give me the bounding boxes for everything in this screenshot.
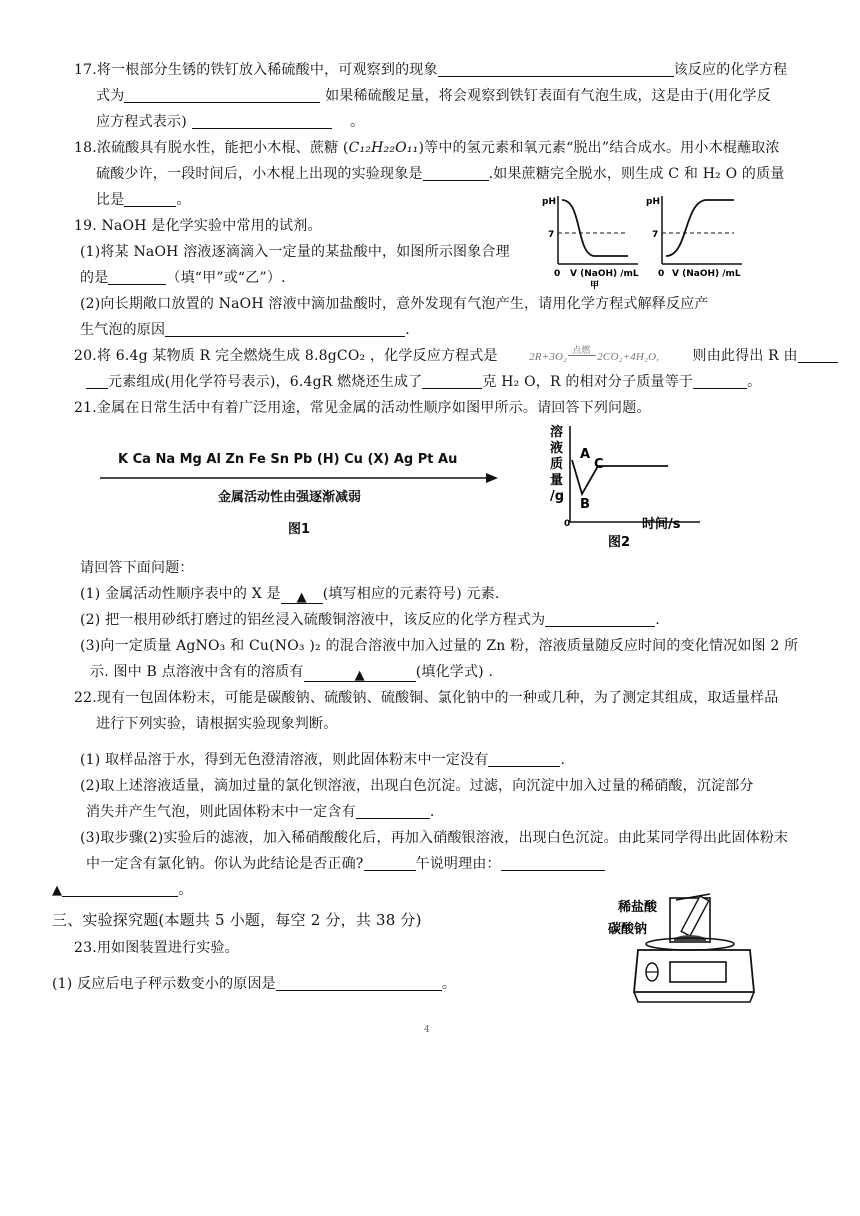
q19-blank-choice[interactable] — [108, 268, 166, 285]
q18-line1: 18.浓硫酸具有脱水性，能把小木棍、蔗糖 (C₁₂H₂₂O₁₁)等中的氢元素和氧元素“脱出”结合成水。用小木棍蘸取浓 — [74, 140, 780, 156]
balance-apparatus-figure — [604, 892, 760, 1008]
sucrose-formula: C₁₂H₂₂O₁₁ — [348, 140, 419, 156]
q21-blank-equation[interactable] — [545, 610, 655, 627]
q21-sub1: (1) 金属活动性顺序表中的 X 是 ▲ (填写相应的元素符号) 元素. — [80, 586, 500, 605]
q19-blank-reason[interactable] — [165, 320, 405, 337]
q22-sub3-line2: 中一定含有氯化钠。你认为此结论是否正确? 午说明理由： — [86, 854, 605, 874]
ph-graph-jia — [542, 196, 639, 290]
test-tube — [681, 896, 709, 936]
activity-series-figure — [100, 452, 540, 537]
activity-series-text: K Ca Na Mg Al Zn Fe Sn Pb (H) Cu (X) Ag Pt Au — [118, 452, 458, 467]
ph-tick7-yi: 7 — [652, 230, 659, 240]
label-dilute-hcl: 稀盐酸 — [618, 900, 658, 915]
q22-line2: 进行下列实验，请根据实验现象判断。 — [96, 716, 338, 732]
figure1-caption: 图1 — [288, 522, 311, 537]
q18-line2: 硫酸少许，一段时间后，小木棍上出现的实验现象是 .如果蔗糖完全脱水，则生成 C 和 H₂ O 的质量 — [96, 166, 785, 182]
q22-blank-reason-b[interactable] — [62, 880, 178, 897]
q22-sub3-line3: ▲ 。 — [52, 882, 193, 898]
q22-sub1: (1) 取样品溶于水，得到无色澄清溶液，则此固体粉末中一定没有 . — [80, 752, 566, 768]
ph-tick7-jia: 7 — [548, 230, 555, 240]
ph-ylabel-yi: pH — [646, 197, 660, 207]
svg-text:/g: /g — [550, 489, 565, 504]
q21-line1: 21.金属在日常生活中有着广泛用途，常见金属的活动性顺序如图甲所示。请回答下列问题。 — [74, 400, 651, 416]
q23-blank-reason[interactable] — [276, 974, 442, 991]
q18-blank-ratio[interactable] — [124, 190, 176, 207]
ph-origin-yi: 0 — [658, 269, 665, 279]
q17-line1: 17.将一根部分生锈的铁钉放入稀硫酸中，可观察到的现象 该反应的化学方程 — [74, 62, 788, 78]
q23-intro: 23.用如图装置进行实验。 — [74, 940, 239, 956]
q18-line3: 比是 。 — [96, 192, 191, 208]
q20-blank-molar[interactable] — [693, 372, 747, 389]
ph-xlabel-jia: V (NaOH) /mL — [570, 269, 639, 279]
svg-text:溶: 溶 — [550, 425, 564, 440]
q20-blank-elements-b[interactable] — [86, 372, 108, 389]
ph-origin-jia: 0 — [554, 269, 561, 279]
q22-blank-correct[interactable] — [364, 854, 416, 871]
q23-sub1: (1) 反应后电子秤示数变小的原因是 。 — [52, 976, 457, 992]
q21-blank-x[interactable]: ▲ — [281, 587, 323, 604]
q21-sub2: (2) 把一根用砂纸打磨过的铝丝浸入硫酸铜溶液中，该反应的化学方程式为 . — [80, 612, 660, 628]
ph-curve-yi — [666, 200, 734, 256]
solution-mass-figure — [548, 422, 710, 552]
q22-blank-none[interactable] — [488, 750, 560, 767]
q21-sub3-line2: 示. 图中 B 点溶液中含有的溶质有 ▲ (填化学式) . — [90, 664, 494, 683]
q19-line1: 19. NaOH 是化学实验中常用的试剂。 — [74, 218, 322, 234]
figure2-caption: 图2 — [608, 535, 631, 550]
svg-text:质: 质 — [550, 457, 564, 472]
svg-text:量: 量 — [550, 473, 564, 488]
q21-intro: 请回答下面问题： — [80, 560, 194, 576]
ph-xlabel-yi: V (NaOH) /mL — [672, 269, 741, 279]
fig2-curve — [572, 460, 668, 494]
q19-line5: 生气泡的原因 . — [80, 322, 410, 338]
page-number: 4 — [424, 1025, 430, 1035]
fig2-origin: 0 — [564, 519, 571, 529]
fig2-xlabel: 时间/s — [642, 517, 681, 532]
q22-sub2-line2: 消失并产生气泡，则此固体粉末中一定含有 . — [86, 804, 435, 820]
q22-blank-reason-a[interactable] — [501, 854, 605, 871]
q20-line1: 20.将 6.4g 某物质 R 完全燃烧生成 8.8gCO₂ ，化学反应方程式是 2R+3O₂ 点燃 2CO₂+4H₂O, 则由此得出 R 由 — [74, 346, 838, 367]
q17-blank-equation2[interactable] — [192, 112, 332, 129]
ph-graph-yi — [646, 196, 742, 279]
q17-blank-phenomenon[interactable] — [438, 60, 674, 77]
q20-equation: 2R+3O₂ 点燃 2CO₂+4H₂O, — [529, 345, 660, 363]
q17-line2: 式为 如果稀硫酸足量，将会观察到铁钉表面有气泡生成，这是由于(用化学反 — [96, 88, 771, 104]
q17-line3: 应方程式表示) 。 — [96, 114, 365, 130]
fig2-point-a: A — [580, 447, 591, 462]
svg-text:液: 液 — [550, 441, 564, 456]
q19-line2: (1)将某 NaOH 溶液逐滴滴入一定量的某盐酸中，如图所示图象合理 — [80, 244, 510, 260]
q20-line2: 元素组成(用化学符号表示)，6.4gR 燃烧还生成了 克 H₂ O，R 的相对分子质量等于 。 — [86, 372, 761, 392]
q20-blank-elements-a[interactable] — [798, 346, 838, 363]
balance-body — [634, 950, 754, 992]
section3-title: 三、实验探究题(本题共 5 小题，每空 2 分，共 38 分) — [52, 911, 422, 929]
fig2-point-c: C — [594, 457, 604, 472]
balance-display — [670, 962, 726, 982]
q21-blank-solutes[interactable]: ▲ — [304, 665, 416, 682]
q22-line1: 22.现有一包固体粉末，可能是碳酸钠、硫酸钠、硫酸铜、氯化钠中的一种或几种，为了测定其组成，取适量样品 — [74, 690, 779, 706]
q22-sub2-line1: (2)取上述溶液适量，滴加过量的氯化钡溶液，出现白色沉淀。过滤，向沉淀中加入过量的稀硝酸，沉淀部分 — [80, 778, 754, 794]
q19-line4: (2)向长期敞口放置的 NaOH 溶液中滴加盐酸时，意外发现有气泡产生，请用化学方程式解释反应产 — [80, 296, 709, 312]
ph-ylabel-jia: pH — [542, 197, 556, 207]
q19-line3: 的是 （填“甲”或“乙”）. — [80, 270, 286, 286]
q18-blank-phenomenon[interactable] — [423, 164, 489, 181]
q22-sub3-line1: (3)取步骤(2)实验后的滤液，加入稀硝酸酸化后，再加入硝酸银溶液，出现白色沉淀。由此某同学得出此固体粉末 — [80, 830, 789, 846]
q21-sub3-line1: (3)向一定质量 AgNO₃ 和 Cu(NO₃ )₂ 的混合溶液中加入过量的 Zn 粉，溶液质量随反应时间的变化情况如图 2 所 — [80, 638, 799, 654]
ph-curve-jia — [562, 200, 628, 256]
activity-series-caption: 金属活动性由强逐渐减弱 — [218, 490, 362, 505]
activity-arrow — [100, 472, 500, 484]
q22-blank-contains[interactable] — [356, 802, 430, 819]
ph-caption-jia: 甲 — [590, 281, 600, 290]
fig2-point-b: B — [580, 497, 590, 512]
label-sodium-carbonate: 碳酸钠 — [608, 922, 648, 937]
q17-blank-equation[interactable] — [124, 86, 320, 103]
ph-curves-figure — [538, 186, 750, 290]
q20-blank-mass[interactable] — [422, 372, 482, 389]
fig2-ylabel — [550, 424, 564, 504]
